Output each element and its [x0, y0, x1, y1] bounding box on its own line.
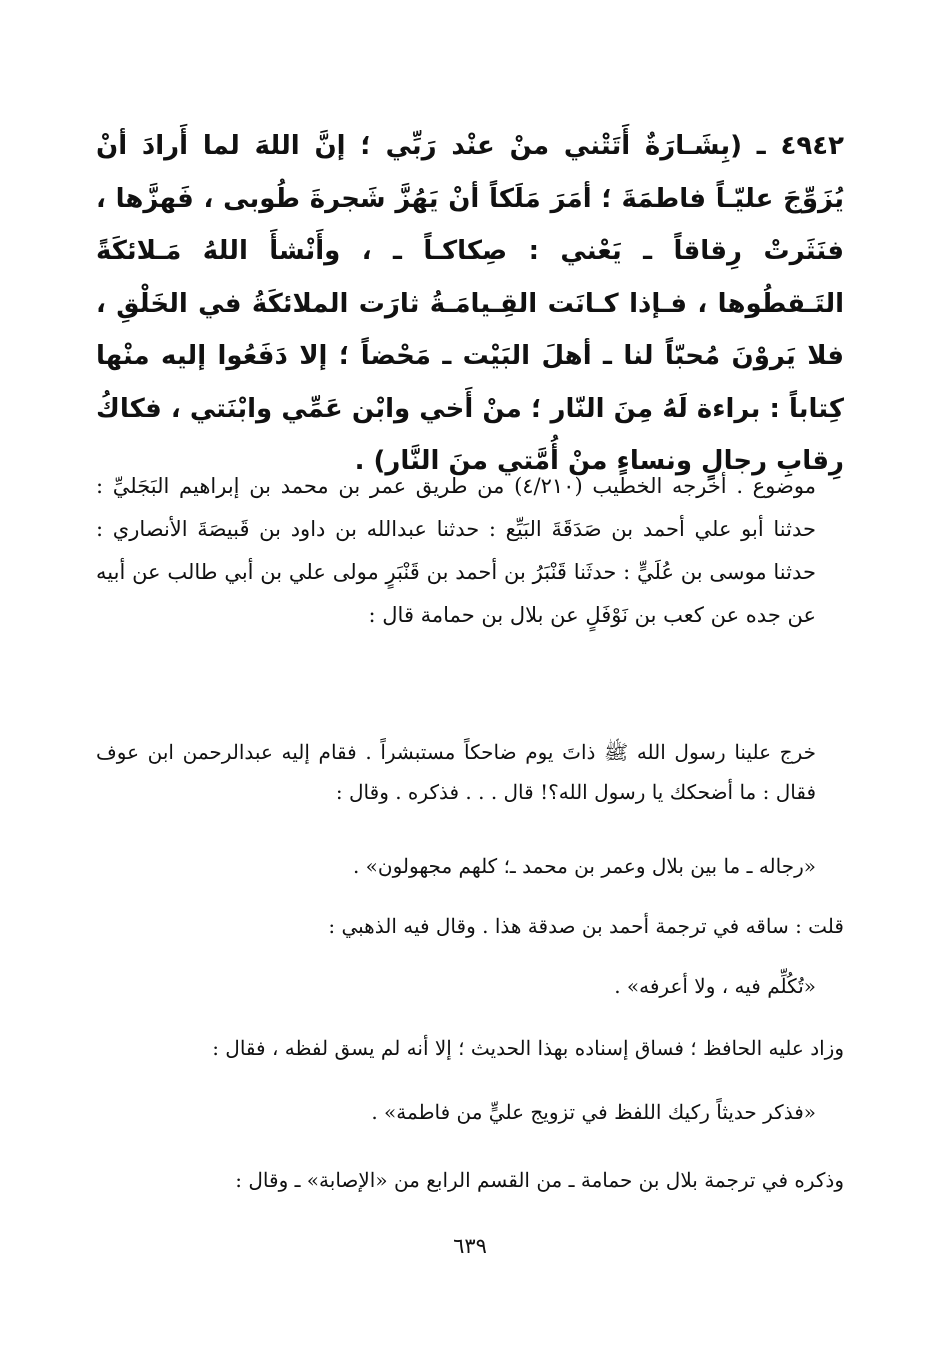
- hafiz-quote: «فذكر حديثاً ركيك اللفظ في تزويج عليٍّ من فاطمة» .: [371, 1100, 816, 1124]
- rijal-note: «رجاله ـ ما بين بلال وعمر بن محمد ـ؛ كلهم مجهولون» .: [352, 854, 816, 878]
- page-number: ٦٣٩: [453, 1234, 487, 1258]
- isaba-line: وذكره في ترجمة بلال بن حمامة ـ من القسم الرابع من «الإصابة» ـ وقال :: [235, 1168, 844, 1192]
- takhrij-paragraph: [96, 465, 844, 637]
- qultu-line: قلت : ساقه في ترجمة أحمد بن صدقة هذا . وقال فيه الذهبي :: [328, 914, 844, 938]
- hadith-text: ٤٩٤٢ ـ (بِشَـارَةٌ أَتَتْني منْ عنْد رَبِّي ؛ إنَّ اللهَ لما أَرادَ أنْ يُزَوِّجَ عليّـاً فاطمَةَ ؛ أمَرَ مَلَكاً أنْ يَهُزَّ شَجرةَ طُوبى ، فَهزَّها ، فنَثَرتْ رِقاقاً ـ يَعْني : صِكاكـاً ـ ، وأَنْشأَ اللهُ مَـلائكَةً التَـقطُوها ، فـإذا كـانَت القِـيامَـةُ ثارَت الملائكَةُ في الخَلْقِ ، فلا يَروْنَ مُحبّاً لنا ـ أهلَ البَيْت ـ مَحْضاً ؛ إلا دَفَعُوا إليه منْها كِتاباً : براءة لَهُ مِنَ النّار ؛ منْ أَخي وابْن عَمِّي وابْنَتي ، فكاكُ رِقابِ رجالٍ ونساءٍ منْ أُمَّتي منَ النَّار) .: [96, 131, 844, 476]
- narration-text: خرج علينا رسول الله ﷺ ذاتَ يوم ضاحكاً مستبشراً . فقام إليه عبدالرحمن ابن عوف فقال : ما أضحكك يا رسول الله؟! قال . . . فذكره . وقال :: [96, 740, 816, 804]
- narration-paragraph: [96, 732, 844, 812]
- dhahabi-quote: «تُكُلِّم فيه ، ولا أعرفه» .: [614, 974, 816, 998]
- takhrij-text: موضوع . أخرجه الخطيب (٤/٢١٠) من طريق عمر بن محمد بن إبراهيم البَجَليِّ : حدثنا أبو علي أحمد بن صَدَقَةَ البَيِّع : حدثنا عبدالله بن داود بن قَبيصَةَ الأنصاري : حدثنا موسى بن عُلَيٍّ : حدثَنا قَنْبَرُ بن أحمد بن قَنْبَرٍ مولى علي بن أبي طالب عن أبيه عن جده عن كعب بن نَوْفَلٍ عن بلال بن حمامة قال :: [96, 474, 816, 627]
- hafiz-line: وزاد عليه الحافظ ؛ فساق إسناده بهذا الحديث ؛ إلا أنه لم يسق لفظه ، فقال :: [212, 1036, 844, 1060]
